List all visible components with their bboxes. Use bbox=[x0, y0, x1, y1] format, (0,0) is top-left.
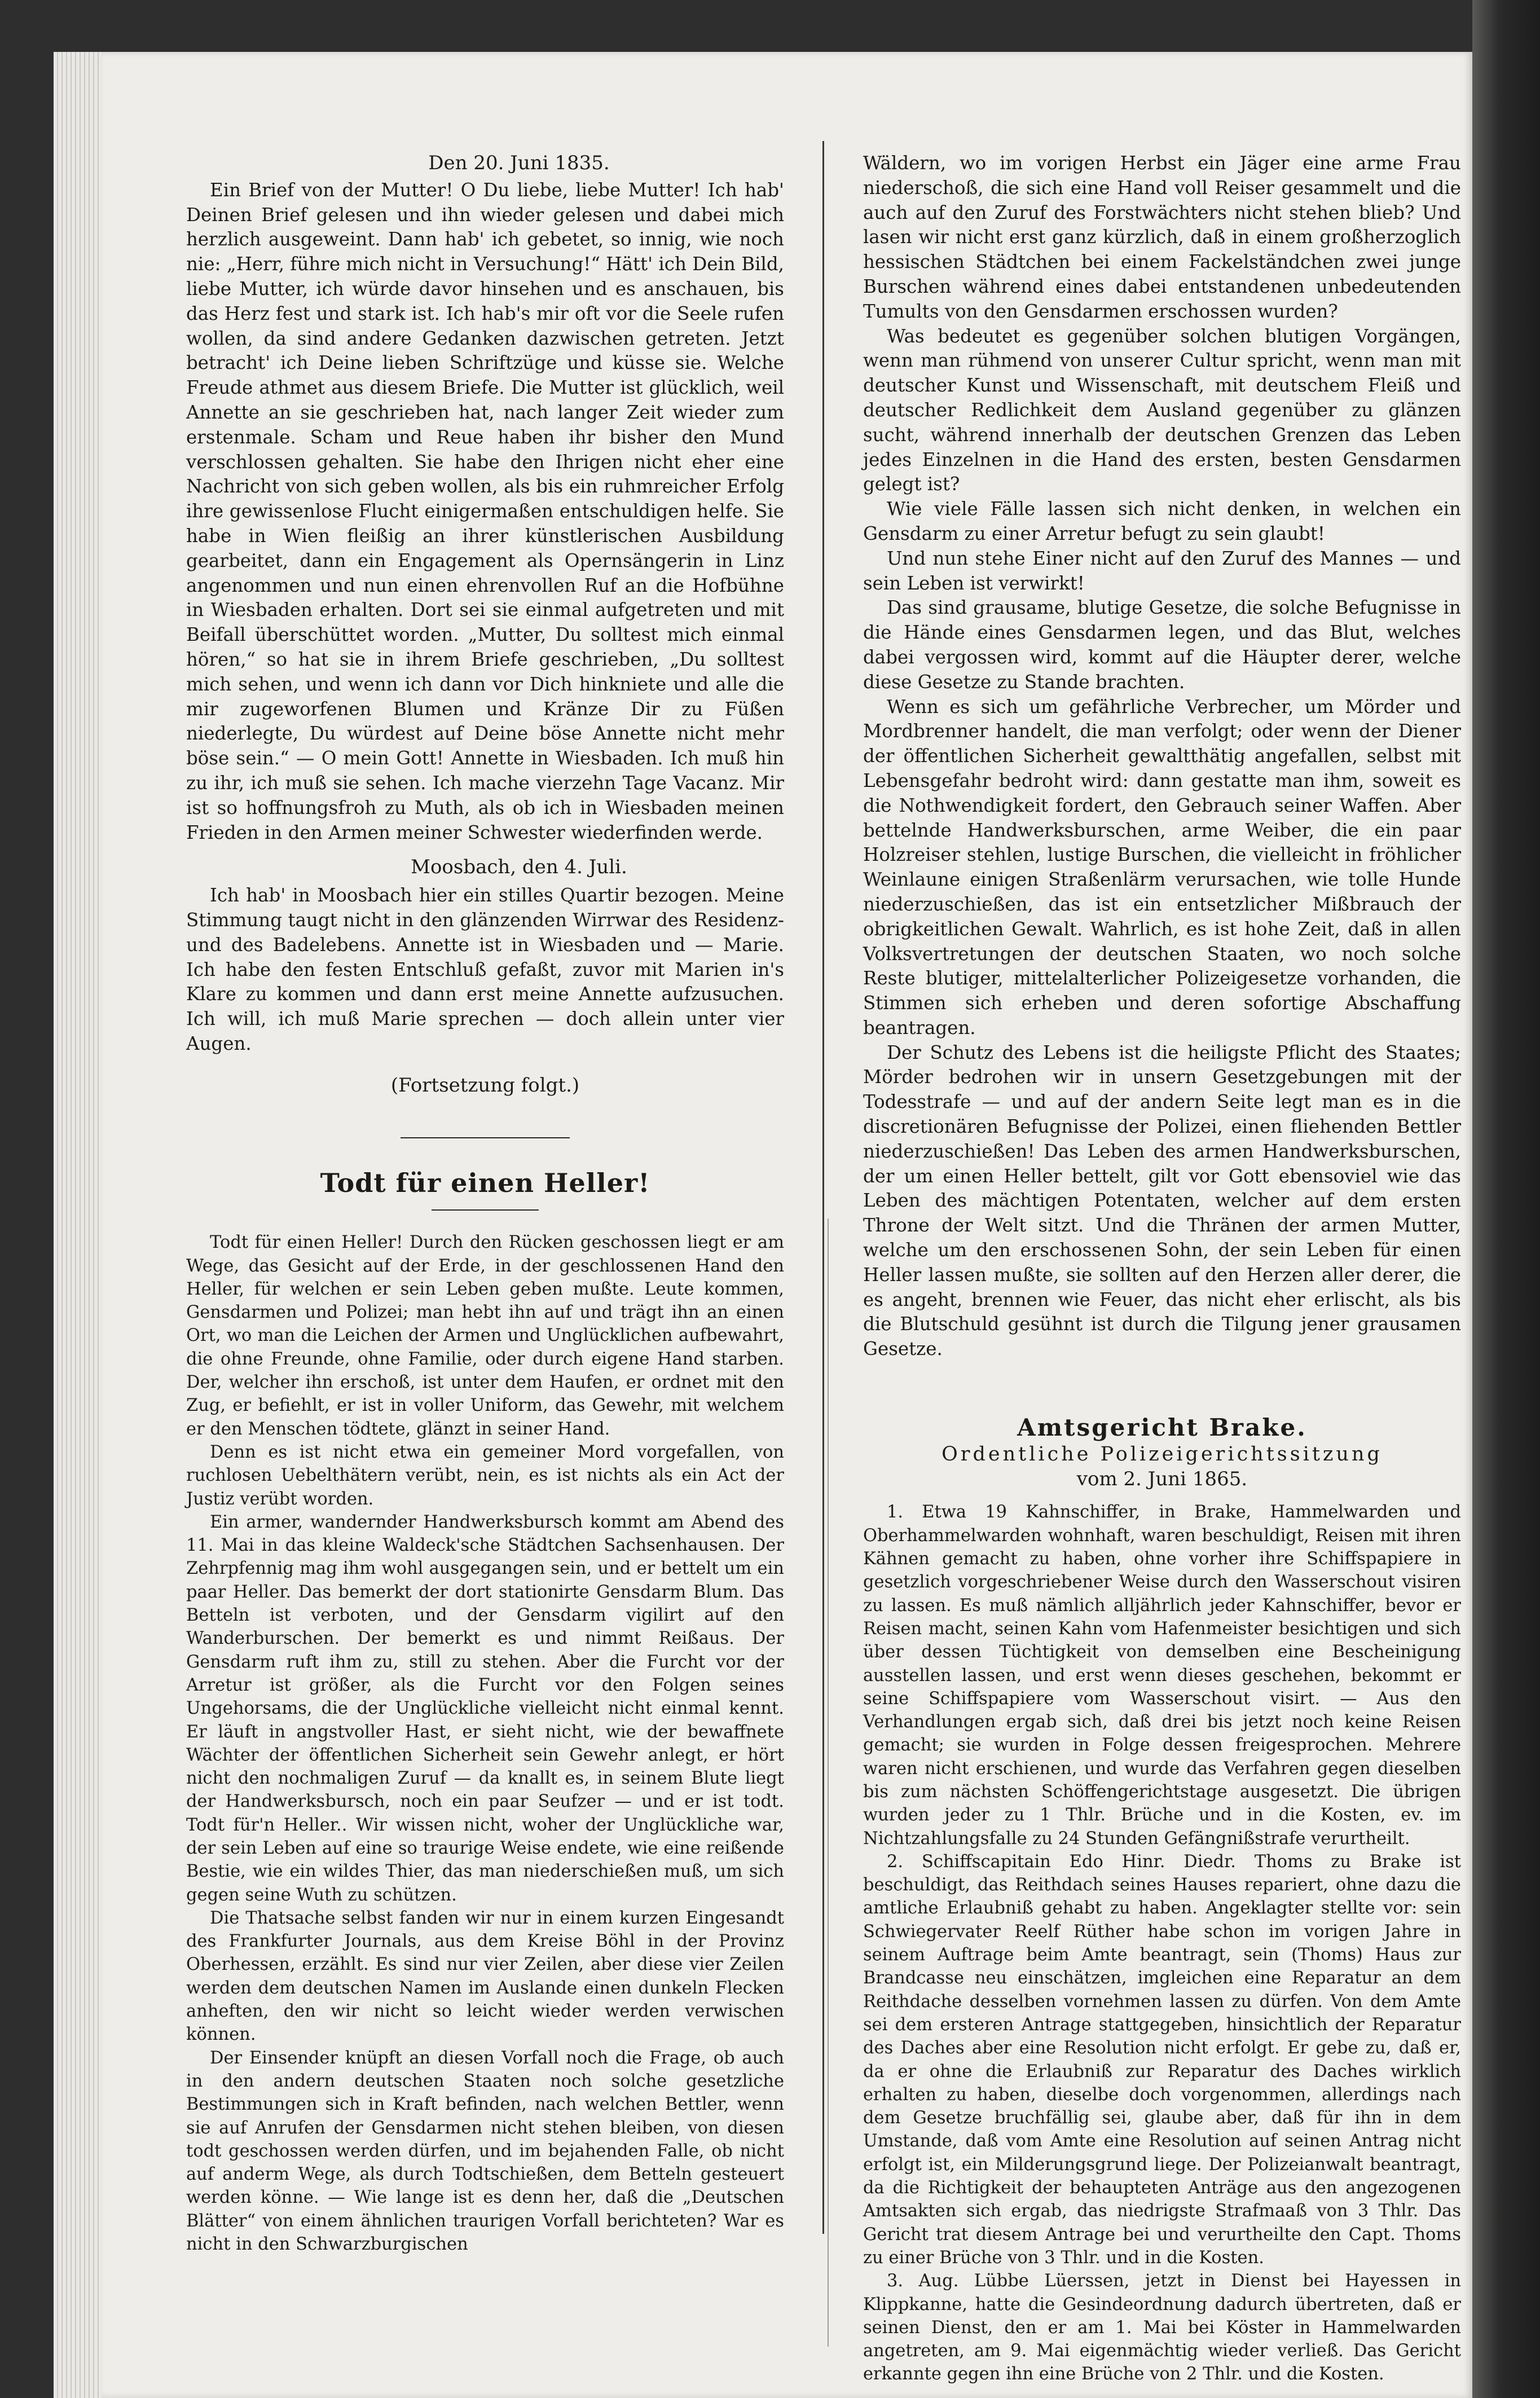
column-rule-secondary bbox=[828, 1218, 829, 2347]
continuation-note: (Fortsetzung folgt.) bbox=[390, 1073, 580, 1097]
letter-paragraph: Ein Brief von der Mutter! O Du liebe, liebe Mutter! Ich hab' Deinen Brief gelesen und ihn wieder gelesen und dabei mich herzlich ausgeweint. Dann hab' ich gebetet, so innig, wie noch nie: „Herr, führe mich nicht in Versuchung!“ Hätt' ich Dein Bild, liebe Mutter, ich würde davor hinsehen und es anschauen, bis das Herz fest und stark ist. Ich hab's mir oft vor die Seele rufen wollen, da sind andere Gedanken dazwischen getreten. Jetzt betracht' ich Deine lieben Schriftzüge und küsse sie. Welche Freude athmet aus diesem Briefe. Die Mutter ist glücklich, weil Annette an sie geschrieben hat, nach langer Zeit wieder zum erstenmale. Scham und Reue haben ihr bisher den Mund verschlossen gehalten. Sie habe den Ihrigen nicht eher eine Nachricht von sich geben wollen, als bis ein ruhmreicher Erfolg ihre gewissenlose Flucht einigermaßen entschuldigen helfe. Sie habe in Wien fleißig an ihrer künstlerischen Ausbildung gearbeitet, dann ein Engagement als Opernsängerin in Linz angenommen und nun einen ehrenvollen Ruf an die Hofbühne in Wiesbaden erhalten. Dort sei sie einmal aufgetreten und mit Beifall überschüttet worden. „Mutter, Du solltest mich einmal hören,“ so hat sie in ihrem Briefe geschrieben, „Du solltest mich sehen, und wenn ich dann vor Dich hinkniete und alle die mir zugeworfenen Blumen und Kränze Dir zu Füßen niederlegte, Du würdest auf Deine böse Annette nicht mehr böse sein.“ — O mein Gott! Annette in Wiesbaden. Ich muß hin zu ihr, ich muß sie sehen. Ich mache vierzehn Tage Vacanz. Mir ist so hoffnungsfroh zu Muth, als ob ich in Wiesbaden meinen Frieden in den Armen meiner Schwester wiederfinden werde. bbox=[186, 179, 784, 843]
article-paragraph: Das sind grausame, blutige Gesetze, die solche Befugnisse in die Hände eines Gensdarmen legen, und das Blut, welches dabei vergossen wird, kommt auf die Häupter derer, welche diese Gesetze zu Stande brachten. bbox=[863, 597, 1461, 693]
article-paragraph: Und nun stehe Einer nicht auf den Zuruf des Mannes — und sein Leben ist verwirkt! bbox=[863, 547, 1461, 594]
article-paragraph: Denn es ist nicht etwa ein gemeiner Mord vorgefallen, von ruchlosen Uebelthätern verübt, nein, es ist nichts als ein Act der Justiz verübt worden. bbox=[186, 1442, 784, 1509]
article-paragraph: Wäldern, wo im vorigen Herbst ein Jäger eine arme Frau niederschoß, die sich eine Hand voll Reiser gesammelt und die auch auf den Zuruf des Forstwächters nicht stehen blieb? Und lasen wir nicht erst ganz kürzlich, daß in einem großherzoglich hessischen Städtchen bei einem Fackelständchen zwei junge Burschen während eines dabei entstandenen unbedeutenden Tumults von den Gensdarmen erschossen wurden? bbox=[863, 152, 1461, 322]
court-paragraph: 2. Schiffscapitain Edo Hinr. Diedr. Thoms zu Brake ist beschuldigt, das Reithdach seines Hauses repariert, ohne dazu die amtliche Erlaubniß gehabt zu haben. Angeklagter stellte vor: sein Schwiegervater Reelf Rüther habe schon im vorigen Jahre in seinem Auftrage beim Amte beantragt, sein (Thoms) Haus zur Brandcasse neu einschätzen, imgleichen eine Reparatur an dem Reithdache desselben vornehmen lassen zu dürfen. Von dem Amte sei dem ersteren Antrage stattgegeben, hinsichtlich der Reparatur des Daches aber eine Resolution nicht erfolgt. Er gebe zu, daß er, da er ohne die Erlaubniß zur Reparatur des Daches wirklich erhalten zu haben, dieselbe doch vorgenommen, allerdings nach dem Gesetze bruchfällig sei, glaube aber, daß für ihn in dem Umstande, daß vom Amte eine Resolution auf seinen Antrag nicht erfolgt ist, ein Milderungsgrund liege. Der Polizeianwalt beantragt, da die Richtigkeit der behaupteten Anträge aus den angezogenen Amtsakten sich ergab, das niedrigste Strafmaaß von 3 Thlr. Das Gericht trat diesem Antrage bei und verurtheilte den Capt. Thoms zu einer Brüche von 3 Thlr. und in die Kosten. bbox=[863, 1851, 1461, 2268]
court-paragraph: 3. Aug. Lübbe Lüerssen, jetzt in Dienst bei Hayessen in Klippkanne, hatte die Gesindeordnung dadurch übertreten, daß er seinen Dienst, den er am 1. Mai bei Köster in Hammelwarden angetreten, am 9. Mai eigenmächtig wieder verließ. Das Gericht erkannte gegen ihn eine Brüche von 2 Thlr. und die Kosten. bbox=[863, 2271, 1461, 2384]
article-paragraph: Wie viele Fälle lassen sich nicht denken, in welchen ein Gensdarm zu einer Arretur befugt zu sein glaubt! bbox=[863, 498, 1461, 544]
article-paragraph: Todt für einen Heller! Durch den Rücken geschossen liegt er am Wege, das Gesicht auf der Erde, in der geschlossenen Hand den Heller, für welchen er sein Leben geben mußte. Leute kommen, Gensdarmen und Polizei; man hebt ihn auf und trägt ihn an einen Ort, wo man die Leichen der Armen und Unglücklichen aufbewahrt, die ohne Freunde, ohne Familie, oder durch eigene Hand starben. Der, welcher ihn erschoß, ist unter dem Haufen, er ordnet mit den Zug, er befiehlt, er ist in voller Uniform, das Gewehr, mit welchem er den Menschen tödtete, glänzt in seiner Hand. bbox=[186, 1233, 784, 1439]
court-section-subtitle: Ordentliche Polizeigerichtssitzung bbox=[941, 1442, 1383, 1466]
article-headline: Todt für einen Heller! bbox=[320, 1168, 650, 1199]
article-paragraph: Die Thatsache selbst fanden wir nur in einem kurzen Eingesandt des Frankfurter Journals, aus dem Kreise Böhl in der Provinz Oberhessen, erzählt. Es sind nur vier Zeilen, aber diese vier Zeilen werden dem deutschen Namen im Auslande einen dunkeln Flecken anheften, den wir nicht so leicht wieder werden verwischen können. bbox=[186, 1908, 784, 2045]
left-column bbox=[186, 151, 784, 2351]
court-section-date: vom 2. Juni 1865. bbox=[1076, 1467, 1248, 1490]
column-rule bbox=[822, 141, 824, 2234]
article-paragraph: Was bedeutet es gegenüber solchen blutigen Vorgängen, wenn man rühmend von unserer Cultur spricht, wenn man mit deutscher Kunst und Wissenschaft, mit deutschem Fleiß und deutscher Redlichkeit dem Ausland gegenüber zu glänzen sucht, während innerhalb der deutschen Grenzen das Leben jedes Einzelnen in die Hand des ersten, besten Gensdarmen gelegt ist? bbox=[863, 325, 1461, 495]
court-section-title: Amtsgericht Brake. bbox=[1017, 1414, 1307, 1442]
right-column bbox=[863, 151, 1461, 2384]
letter-paragraph: Ich hab' in Moosbach hier ein stilles Quartir bezogen. Meine Stimmung taugt nicht in den glänzenden Wirrwar des Residenz- und des Badelebens. Annette ist in Wiesbaden und — Marie. Ich habe den festen Entschluß gefaßt, zuvor mit Marien in's Klare zu kommen und dann erst meine Annette aufzusuchen. Ich will, ich muß Marie sprechen — doch allein unter vier Augen. bbox=[186, 885, 784, 1054]
dateline: Moosbach, den 4. Juli. bbox=[411, 856, 627, 879]
court-paragraph: 1. Etwa 19 Kahnschiffer, in Brake, Hammelwarden und Oberhammelwarden wohnhaft, waren beschuldigt, Reisen mit ihren Kähnen gemacht zu haben, ohne vorher ihre Schiffspapiere in gesetzlich vorgeschriebener Weise durch den Wasserschout visiren zu lassen. Es muß nämlich alljährlich jeder Kahnschiffer, bevor er Reisen macht, seinen Kahn vom Hafenmeister besichtigen und sich über dessen Tüchtigkeit von demselben eine Bescheinigung ausstellen lassen, und erst wenn dieses geschehen, bekommt er seine Schiffspapiere vom Wasserschout visirt. — Aus den Verhandlungen ergab sich, daß drei bis jetzt noch keine Reisen gemacht; sie wurden in Folge dessen freigesprochen. Mehrere waren nicht erschienen, und wurde das Verfahren gegen dieselben bis zum nächsten Schöffengerichtstage ausgesetzt. Die übrigen wurden jeder zu 1 Thlr. Brüche und in die Kosten, ev. im Nichtzahlungsfalle zu 24 Stunden Gefängnißstrafe verurtheilt. bbox=[863, 1502, 1461, 1849]
separator-rule-short bbox=[432, 1209, 539, 1211]
article-paragraph: Ein armer, wandernder Handwerksbursch kommt am Abend des 11. Mai in das kleine Waldeck'sche Städtchen Sachsenhausen. Der Zehrpfennig mag ihm wohl ausgegangen sein, und er bettelt um ein paar Heller. Das bemerkt der dort stationirte Gensdarm Blum. Das Betteln ist verboten, und der Gensdarm vigilirt auf den Wanderburschen. Der bemerkt es und nimmt Reißaus. Der Gensdarm ruft ihm zu, still zu stehen. Aber die Furcht vor der Arretur ist größer, als die Furcht vor den Folgen seines Ungehorsams, die der Unglückliche vielleicht nicht einmal kennt. Er läuft in angstvoller Hast, er sieht nicht, wie der bewaffnete Wächter der öffentlichen Sicherheit sein Gewehr anlegt, er hört nicht den nochmaligen Zuruf — da knallt es, in seinem Blute liegt der Handwerksbursch, noch ein paar Seufzer — und er ist todt. Todt für'n Heller.. Wir wissen nicht, woher der Unglückliche war, der sein Leben auf eine so traurige Weise endete, wie eine reißende Bestie, wie ein wildes Thier, das man niederschießen muß, um sich gegen seine Wuth zu schützen. bbox=[186, 1512, 784, 1905]
court-body bbox=[863, 1501, 1461, 2386]
article-paragraph: Der Einsender knüpft an diesen Vorfall noch die Frage, ob auch in den andern deutschen Staaten noch solche gesetzliche Bestimmungen sich in Kraft befinden, nach welchen Bettler, wenn sie auf Anrufen der Gensdarmen nicht stehen bleiben, von diesen todt geschossen werden dürfen, und im bejahenden Falle, ob nicht auf anderm Wege, als durch Todtschießen, dem Betteln gesteuert werden könne. — Wie lange ist es denn her, daß die „Deutschen Blätter“ von einem ähnlichen traurigen Vorfall berichteten? War es nicht in den Schwarzburgischen bbox=[186, 2048, 784, 2255]
separator-rule bbox=[401, 1137, 570, 1138]
article-paragraph: Wenn es sich um gefährliche Verbrecher, um Mörder und Mordbrenner handelt, die man verfolgt; oder wenn der Diener der öffentlichen Sicherheit gewaltthätig angefallen, selbst mit Lebensgefahr bedroht wird: dann gestatte man ihm, soweit es die Nothwendigkeit fordert, den Gebrauch seiner Waffen. Aber bettelnde Handwerksburschen, arme Weiber, die ein paar Holzreiser stehlen, lustige Burschen, die vielleicht in fröhlicher Weinlaune einigen Straßenlärm verursachen, wie tolle Hunde niederzuschießen, das ist ein entsetzlicher Mißbrauch der obrigkeitlichen Gewalt. Wahrlich, es ist hohe Zeit, daß in allen Volksvertretungen der deutschen Staaten, wo noch solche Reste blutiger, mittelalterlicher Polizeigesetze vorhanden, die Stimmen sich erheben und deren sofortige Abschaffung beantragen. bbox=[863, 696, 1461, 1039]
dateline: Den 20. Juni 1835. bbox=[428, 152, 610, 174]
article-body-right bbox=[863, 151, 1461, 1362]
book-binding bbox=[1472, 0, 1540, 2398]
article-paragraph: Der Schutz des Lebens ist die heiligste Pflicht des Staates; Mörder bedrohen wir in unsern Gesetzgebungen mit der Todesstrafe — und auf der andern Seite legt man es in die discretionären Befugnisse der Polizei, einen fliehenden Bettler niederzuschießen! Das Leben des armen Handwerksburschen, der um einen Heller bettelt, gilt vor Gott ebensoviel wie das Leben des mächtigen Potentaten, welcher auf dem ersten Throne der Welt sitzt. Und die Thränen der armen Mutter, welche um den erschossenen Sohn, der sein Leben für einen Heller lassen mußte, sie sollten auf den Herzen aller derer, die es angeht, brennen wie Feuer, das nicht eher erlischt, als bis die Blutschuld gesühnt ist durch die Tilgung jener grausamen Gesetze. bbox=[863, 1041, 1461, 1360]
article-body-left bbox=[186, 1231, 784, 2256]
